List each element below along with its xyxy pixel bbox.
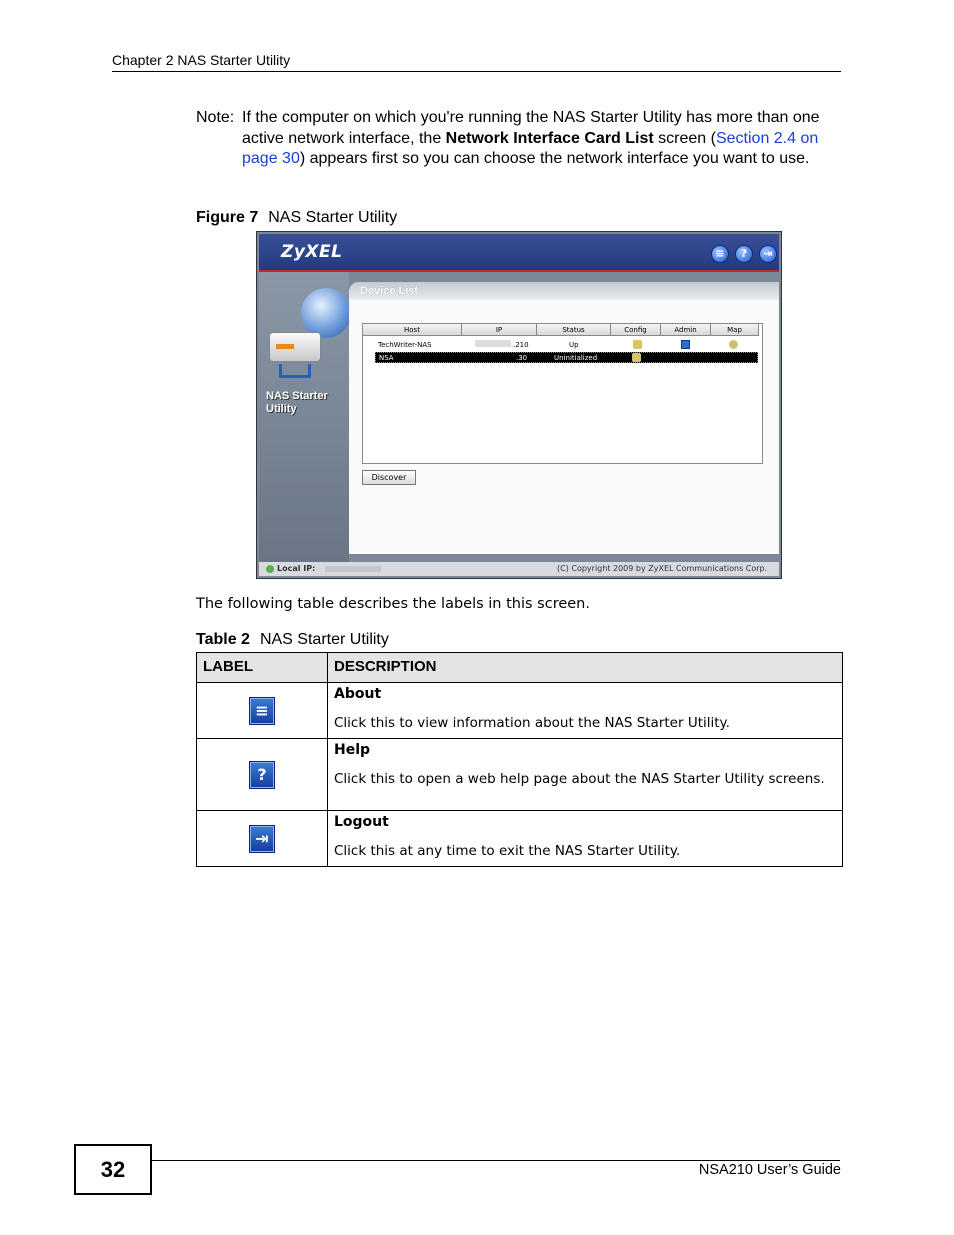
copyright-text: (C) Copyright 2009 by ZyXEL Communications Corp. bbox=[557, 564, 768, 573]
figure-title: NAS Starter Utility bbox=[268, 209, 398, 226]
label-description-table bbox=[196, 652, 843, 867]
description-cell bbox=[328, 683, 843, 739]
nas-device-icon bbox=[269, 332, 321, 362]
device-row[interactable] bbox=[375, 340, 758, 351]
table-title: NAS Starter Utility bbox=[259, 631, 389, 648]
section-link[interactable]: Section 2.4 on page 30 bbox=[242, 129, 819, 167]
figure-label: Figure 7 bbox=[196, 209, 259, 226]
label-cell bbox=[197, 739, 328, 811]
help-icon: ? bbox=[249, 761, 275, 789]
discover-button[interactable]: Discover bbox=[362, 470, 416, 485]
about-icon[interactable]: ≡ bbox=[711, 245, 729, 263]
table-row bbox=[197, 811, 843, 867]
col-map[interactable]: Map bbox=[711, 324, 759, 336]
note-text-3: ) appears first so you can choose the network interface you want to use. bbox=[299, 150, 810, 167]
col-host[interactable]: Host bbox=[363, 324, 462, 336]
table-header-row bbox=[197, 653, 843, 683]
col-ip[interactable]: IP bbox=[462, 324, 537, 336]
col-config[interactable]: Config bbox=[611, 324, 661, 336]
row-text: Click this to open a web help page about the NAS Starter Utility screens. bbox=[334, 771, 825, 787]
note-label: Note: bbox=[196, 109, 235, 126]
header-label: LABEL bbox=[197, 653, 328, 683]
logout-icon[interactable]: ⇥ bbox=[759, 245, 777, 263]
status-led-icon bbox=[266, 565, 274, 573]
help-icon[interactable]: ? bbox=[735, 245, 753, 263]
note-text-2: screen ( bbox=[653, 129, 716, 147]
running-header: Chapter 2 NAS Starter Utility bbox=[112, 52, 291, 68]
label-cell bbox=[197, 683, 328, 739]
device-list-table bbox=[362, 323, 763, 464]
note-body bbox=[242, 108, 846, 170]
row-status: Up bbox=[569, 341, 579, 349]
app-sidebar bbox=[259, 272, 349, 562]
row-text: Click this to view information about the NAS Starter Utility. bbox=[334, 715, 730, 731]
map-icon[interactable] bbox=[729, 340, 738, 349]
local-ip-label: Local IP: bbox=[277, 564, 316, 573]
note-bold-term: Network Interface Card List bbox=[445, 129, 654, 147]
device-row-selected[interactable] bbox=[375, 352, 758, 363]
footer-rule bbox=[152, 1160, 840, 1161]
nas-starter-screenshot bbox=[256, 231, 782, 579]
config-icon[interactable] bbox=[633, 340, 642, 349]
label-cell bbox=[197, 811, 328, 867]
table-row bbox=[197, 739, 843, 811]
page-number: 32 bbox=[74, 1144, 152, 1195]
description-cell bbox=[328, 739, 843, 811]
row-title: Logout bbox=[334, 814, 389, 830]
row-status: Uninitialized bbox=[554, 354, 598, 362]
app-status-bar bbox=[259, 562, 779, 576]
logout-icon: ⇥ bbox=[249, 825, 275, 853]
zyxel-logo: ZyXEL bbox=[281, 242, 343, 262]
local-ip-mask bbox=[325, 566, 381, 572]
sidebar-app-label: NAS Starter Utility bbox=[266, 390, 328, 415]
row-host: NSA bbox=[379, 354, 394, 362]
row-title: Help bbox=[334, 742, 371, 758]
description-cell bbox=[328, 811, 843, 867]
table-caption bbox=[196, 631, 389, 649]
guide-title: NSA210 User’s Guide bbox=[698, 1162, 841, 1178]
admin-icon[interactable] bbox=[681, 340, 690, 349]
table-row bbox=[197, 683, 843, 739]
header-description: DESCRIPTION bbox=[328, 653, 843, 683]
header-rule bbox=[112, 71, 841, 72]
intro-paragraph: The following table describes the labels in this screen. bbox=[196, 596, 590, 612]
panel-title: Device List bbox=[349, 282, 779, 300]
figure-caption bbox=[196, 209, 397, 227]
ip-mask bbox=[475, 340, 511, 347]
row-text: Click this at any time to exit the NAS Starter Utility. bbox=[334, 843, 681, 859]
col-admin[interactable]: Admin bbox=[661, 324, 711, 336]
note-text-1: If the computer on which you're running the NAS Starter Utility has more than one active network interface, the bbox=[242, 109, 820, 147]
config-icon[interactable] bbox=[632, 353, 641, 362]
row-ip: .30 bbox=[516, 354, 528, 362]
row-ip: .210 bbox=[513, 341, 529, 349]
globe-icon bbox=[301, 288, 351, 338]
row-title: About bbox=[334, 686, 382, 702]
row-host: TechWriter-NAS bbox=[378, 341, 432, 349]
col-status[interactable]: Status bbox=[537, 324, 611, 336]
app-title-bar bbox=[259, 234, 779, 270]
note-block bbox=[196, 108, 846, 170]
about-icon: ≡ bbox=[249, 697, 275, 725]
table-label: Table 2 bbox=[196, 631, 250, 648]
network-link-icon bbox=[279, 364, 311, 378]
